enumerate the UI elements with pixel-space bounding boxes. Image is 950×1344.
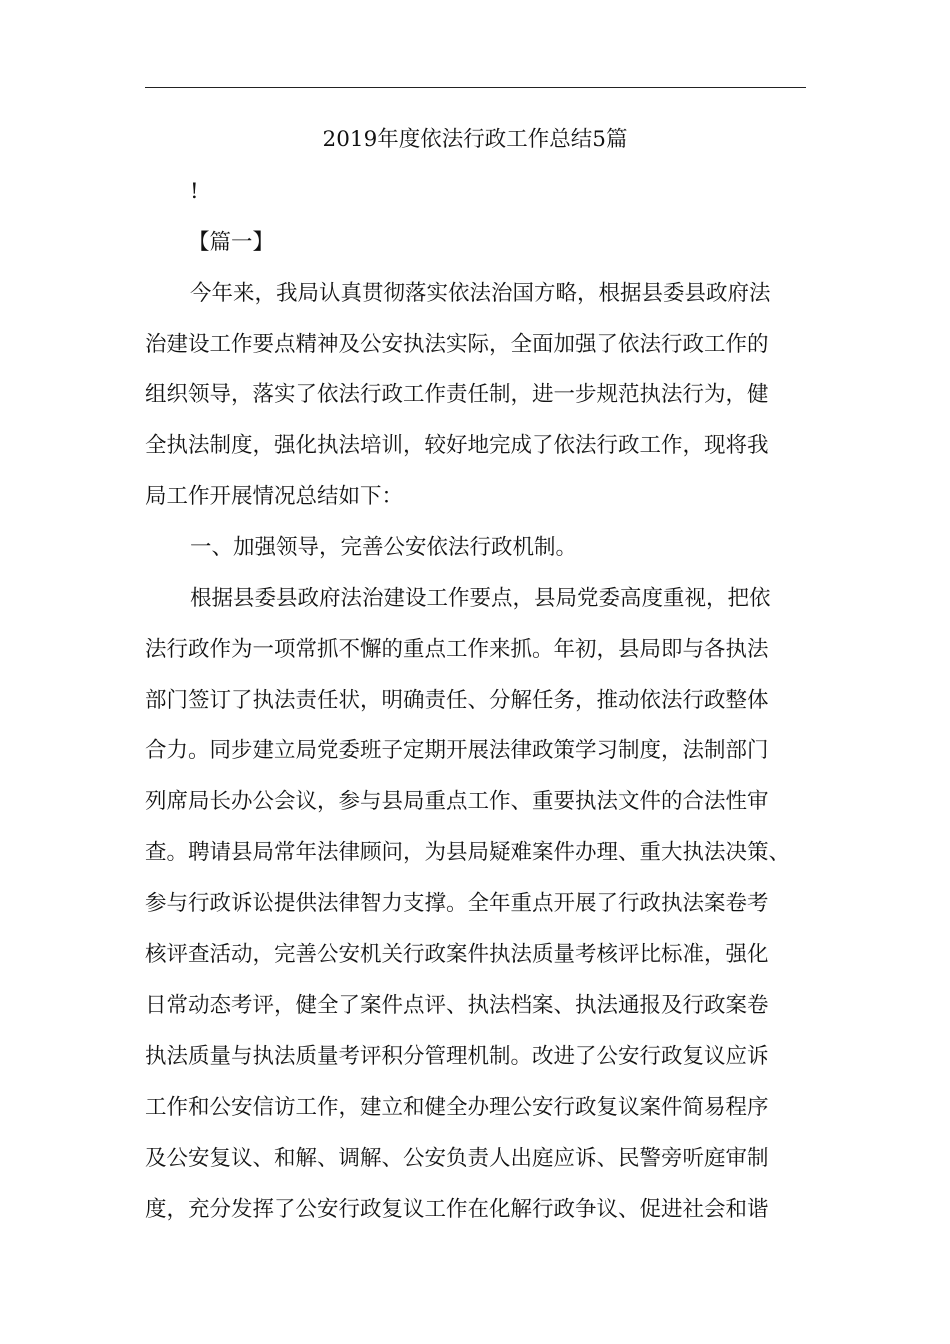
body-line: 参与行政诉讼提供法律智力支撑。全年重点开展了行政执法案卷考 — [145, 891, 769, 916]
body-line: 治建设工作要点精神及公安执法实际，全面加强了依法行政工作的 — [145, 332, 769, 357]
body-line: 列席局长办公会议，参与县局重点工作、重要执法文件的合法性审 — [145, 789, 769, 814]
body-line: 根据县委县政府法治建设工作要点，县局党委高度重视，把依 — [190, 586, 771, 611]
body-line: 及公安复议、和解、调解、公安负责人出庭应诉、民警旁听庭审制 — [145, 1146, 769, 1171]
body-line: 法行政作为一项常抓不懈的重点工作来抓。年初，县局即与各执法 — [145, 637, 769, 662]
subheading-line: 一、加强领导，完善公安依法行政机制。 — [190, 535, 578, 560]
header-rule — [145, 87, 806, 88]
exclamation-mark: ! — [190, 179, 199, 204]
document-title: 2019年度依法行政工作总结5篇 — [322, 127, 628, 152]
body-line: 合力。同步建立局党委班子定期开展法律政策学习制度，法制部门 — [145, 738, 769, 763]
body-line: 组织领导，落实了依法行政工作责任制，进一步规范执法行为，健 — [145, 382, 769, 407]
body-line: 查。聘请县局常年法律顾问，为县局疑难案件办理、重大执法决策、 — [145, 840, 791, 865]
body-line: 核评查活动，完善公安机关行政案件执法质量考核评比标准，强化 — [145, 942, 769, 967]
body-line: 度，充分发挥了公安行政复议工作在化解行政争议、促进社会和谐 — [145, 1197, 769, 1222]
body-line: 今年来，我局认真贯彻落实依法治国方略，根据县委县政府法 — [190, 281, 771, 306]
body-line: 部门签订了执法责任状，明确责任、分解任务，推动依法行政整体 — [145, 688, 769, 713]
body-line: 日常动态考评，健全了案件点评、执法档案、执法通报及行政案卷 — [145, 993, 769, 1018]
section-heading: 【篇一】 — [188, 230, 275, 255]
body-line: 工作和公安信访工作，建立和健全办理公安行政复议案件简易程序 — [145, 1095, 769, 1120]
body-line: 执法质量与执法质量考评积分管理机制。改进了公安行政复议应诉 — [145, 1044, 769, 1069]
body-line: 全执法制度，强化执法培训，较好地完成了依法行政工作，现将我 — [145, 433, 769, 458]
body-line: 局工作开展情况总结如下： — [145, 484, 404, 509]
